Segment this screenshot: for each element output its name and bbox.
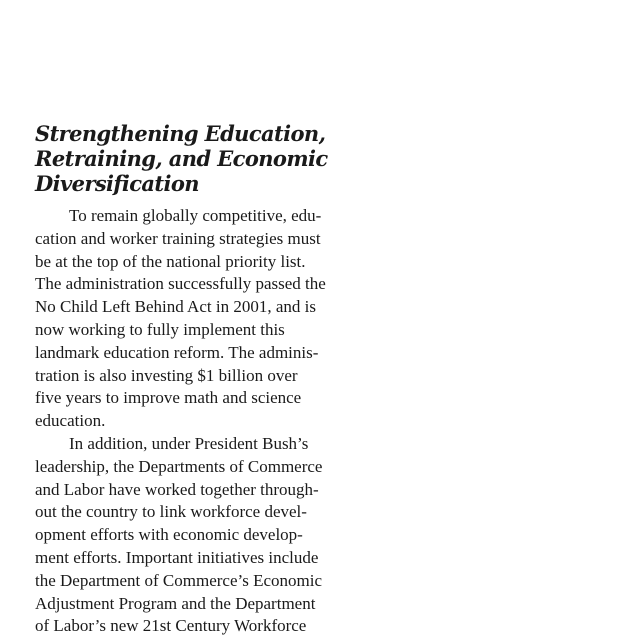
paragraph-2-line: ment efforts. Important initiatives include [35, 547, 319, 567]
section-heading [35, 121, 365, 196]
paragraph-1-line: tration is also investing $1 billion over [35, 365, 298, 385]
paragraph-1-line: landmark education reform. The adminis- [35, 342, 319, 362]
paragraph-1-line: No Child Left Behind Act in 2001, and is [35, 297, 316, 317]
heading-line: Diversification [35, 171, 199, 196]
paragraph-1-line: now working to fully implement this [35, 319, 285, 339]
paragraph-1-line: To remain globally competitive, edu- [69, 206, 322, 225]
paragraph-2-line: out the country to link workforce devel- [35, 502, 307, 522]
paragraph-2-line: Adjustment Program and the Department [35, 593, 316, 613]
paragraph-2-line: the Department of Commerce’s Economic [35, 570, 323, 590]
paragraph-2-line: leadership, the Departments of Commerce [35, 456, 323, 476]
paragraph-2-line: and Labor have worked together through- [35, 479, 319, 499]
paragraph-2-line: In addition, under President Bush’s [69, 433, 309, 453]
heading-line: Retraining, and Economic [35, 146, 328, 171]
paragraph-2-line: of Labor’s new 21st Century Workforce [35, 616, 307, 636]
paragraph-2-line: opment efforts with economic develop- [35, 525, 303, 545]
paragraph-1-line: be at the top of the national priority list. [35, 251, 306, 271]
paragraph-1-line: education. [35, 411, 106, 431]
paragraph-1-line: cation and worker training strategies must [35, 228, 321, 248]
heading-line: Strengthening Education, [35, 121, 326, 146]
paragraph-1-line: five years to improve math and science [35, 388, 302, 408]
body-text [35, 205, 365, 638]
paragraph-1-line: The administration successfully passed the [35, 274, 326, 294]
